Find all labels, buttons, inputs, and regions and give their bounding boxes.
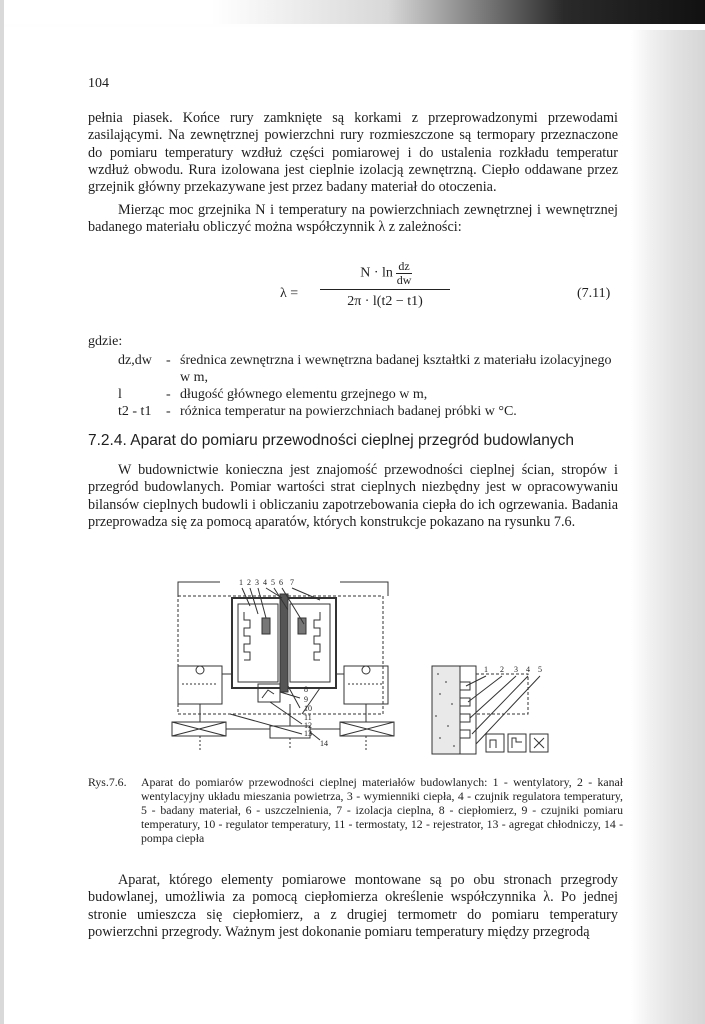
sensor-array (460, 682, 470, 738)
heat-exchanger-left (244, 612, 250, 660)
equation-numerator-prefix: N · ln (360, 265, 393, 281)
label-r2: 2 (500, 665, 504, 674)
diameter-inner: dw (396, 273, 412, 287)
equation-7-11 (280, 258, 500, 320)
label-11: 11 (304, 713, 312, 722)
label-4: 4 (263, 578, 267, 587)
label-13: 13 (304, 729, 312, 738)
heat-flux-meter (460, 666, 476, 754)
section-heading: 7.2.4. Aparat do pomiaru przewodności cieplnej przegród budowlanych (88, 432, 574, 449)
caption-text: Aparat do pomiarów przewodności cieplnej materiałów budowlanych: 1 - wentylatory, 2 - kanał wentylacyjny układu mieszania powietrza, 3 - wymienniki ciepła, 4 - czujnik regulatora temperatury, 5 - badany materiał, 6 - uszczelnienia, 7 - izolacja cieplna, 8 - ciepłomierz, 9 - czujniki pomiaru temperatury, 10 - regulator temperatury, 11 - termostaty, 12 - rejestrator, 13 - agregat chłodniczy, 14 - pompa ciepła (141, 775, 623, 845)
paragraph-4: Aparat, którego elementy pomiarowe montowane są po obu stronach przegrody budowlanej, umożliwia za pomocą ciepłomierza określenie współczynnika λ. Po jednej stronie umieszcza się ciepłomierz, a z drugiej termometr do pomiaru temperatury powierzchni przegrody. Ważnym jest dokonanie pomiaru temperatury między przegrodą (88, 872, 618, 940)
pump-right (362, 666, 370, 674)
label-14: 14 (320, 739, 328, 748)
wall-section (432, 666, 460, 754)
where-label: gdzie: (88, 334, 123, 349)
chamber-right-inner (290, 604, 330, 682)
recorder (258, 684, 280, 702)
page-number: 104 (88, 76, 109, 91)
label-r4: 4 (526, 665, 530, 674)
chamber-left (232, 598, 284, 688)
label-r5: 5 (538, 665, 542, 674)
heat-exchanger-right (314, 612, 320, 660)
label-r3: 3 (514, 665, 518, 674)
thermostat-right (344, 666, 388, 704)
paragraph-3: W budownictwie konieczna jest znajomość przewodności cieplnej ścian, stropów i przegród budowlanych. Pomiar wartości strat cieplnych niezbędny jest w opracowywaniu bilansów cieplnych budowli i obliczaniu zapotrzebowania ciepła do ich ogrzewania. Badania przeprowadza się za pomocą aparatów, których konstrukcje pokazano na rysunku 7.6. (88, 462, 618, 530)
fan-left (262, 618, 270, 634)
label-10: 10 (304, 704, 312, 713)
label-9: 9 (304, 695, 308, 704)
definition-symbol: dz,dw (118, 353, 152, 368)
diameter-ratio (396, 260, 411, 287)
chamber-right (284, 598, 336, 688)
fraction-bar (320, 289, 450, 290)
equation-number: (7.11) (577, 286, 611, 301)
book-gutter-shadow (631, 30, 705, 1024)
instrument-2 (508, 734, 526, 752)
figure-apparatus-diagram (170, 574, 570, 764)
label-1: 1 (239, 578, 243, 587)
diameter-outer: dz (398, 259, 410, 273)
definition-symbol: l (118, 387, 122, 402)
scan-left-edge (0, 0, 4, 1024)
label-2: 2 (247, 578, 251, 587)
caption-label: Rys.7.6. (88, 775, 127, 789)
equation-numerator (326, 260, 446, 287)
thermostat-left (178, 666, 222, 704)
paragraph-1: pełnia piasek. Końce rury zamknięte są korkami z przeprowadzonymi przewodami zasilającymi. Na zewnętrznej powierzchni rury rozmieszczone są termopary przeznaczone do pomiaru temperatury wzdłuż części pomiarowej i do ustalenia rozkładu temperatur wzdłuż obwodu. Rura izolowana jest cieplnie izolacją zewnętrzną. Ciepło oddawane przez grzejnik główny przekazywane jest przez badany materiał do otoczenia. (88, 110, 618, 196)
definition-diameters: dz,dw - średnica zewnętrzna i wewnętrzna badanej kształtki z materiału izolacyjnego w m, (118, 352, 618, 386)
pump-left (196, 666, 204, 674)
label-6: 6 (279, 578, 283, 587)
label-7: 7 (290, 578, 294, 587)
definition-text: średnica zewnętrzna i wewnętrzna badanej kształtki z materiału izolacyjnego w m, (180, 353, 612, 385)
definition-text: różnica temperatur na powierzchniach badanej próbki w °C. (180, 404, 517, 419)
definition-symbol: t2 - t1 (118, 404, 152, 419)
equation-lhs: λ = (280, 286, 299, 301)
definition-list (118, 352, 618, 420)
instrument-1 (486, 734, 504, 752)
scan-top-shadow (0, 0, 705, 28)
paragraph-2: Mierząc moc grzejnika N i temperatury na powierzchniach zewnętrznej i wewnętrznej badanego materiału obliczyć można współczynnik λ z zależności: (88, 202, 618, 236)
equation-denominator: 2π · l(t2 − t1) (347, 294, 423, 309)
label-12: 12 (304, 721, 312, 730)
definition-length: l - długość głównego elementu grzejnego w m, (118, 386, 618, 403)
definition-text: długość głównego elementu grzejnego w m, (180, 387, 428, 402)
label-r1: 1 (484, 665, 488, 674)
right-enclosure (476, 674, 528, 714)
label-3: 3 (255, 578, 259, 587)
definition-temperature: t2 - t1 - różnica temperatur na powierzchniach badanej próbki w °C. (118, 403, 618, 420)
right-figure-labels (484, 665, 542, 674)
label-5: 5 (271, 578, 275, 587)
label-8: 8 (304, 685, 308, 694)
